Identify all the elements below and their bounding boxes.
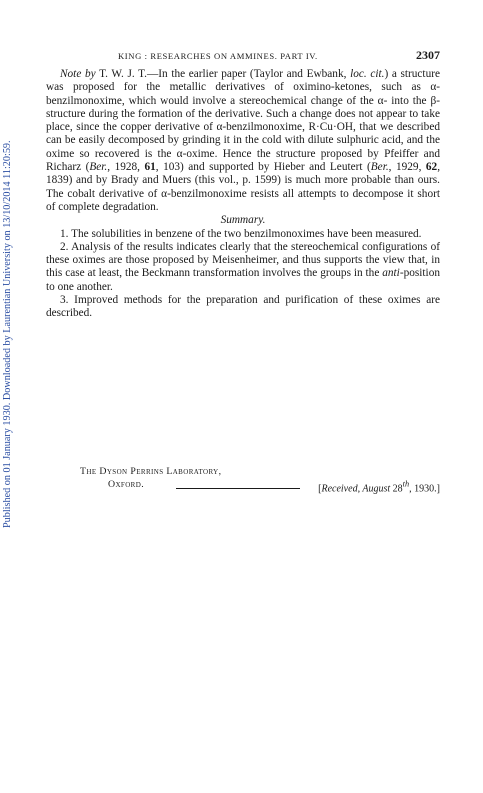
ref-ber-2: Ber. xyxy=(370,161,389,174)
page-header xyxy=(46,49,440,63)
note-lead: Note by xyxy=(60,68,96,80)
end-rule xyxy=(176,488,300,489)
ref-volume-1: 61 xyxy=(144,161,156,174)
note-text-1: ) a structure was proposed for the metallic derivatives of oximino-ketones, such as α-benzilmonoxime, which would involve a stereochemical change of the α- into the β-structure during the formation of the derivative. Such a change does not appear to take place, since the copper derivative of α-benzilmonoxime, R·Cu·OH, that we described can be easily decomposed by grinding it in the cold with dilute sulphuric acid, and the oxime so recovered is the α-oxime. Hence the structure proposed by Pfeiffer and Richarz ( xyxy=(46,68,440,174)
note-author: T. W. J. T.—In the earlier paper (Taylor and Ewbank, xyxy=(95,68,351,80)
note-text-3: , 103) and supported by Hieber and Leutert ( xyxy=(155,161,371,174)
ref-ber-1: Ber. xyxy=(89,161,108,174)
summary-heading: Summary. xyxy=(220,214,266,227)
received-date: [Received, August 28th, 1930.] xyxy=(318,480,440,495)
summary-item-1: 1. The solubilities in benzene of the two benzilmonoximes have been measured. xyxy=(60,227,422,240)
note-text-2: , 1928, xyxy=(107,161,145,174)
summary-item-2-text-b: -position to one another. xyxy=(46,267,440,293)
watermark-text: Published on 01 January 1930. Downloaded by Laurentian University on 13/10/2014 11:20:59. xyxy=(2,140,13,528)
ref-volume-2: 62 xyxy=(425,161,438,174)
received-ordinal: th xyxy=(402,480,410,489)
download-watermark xyxy=(2,68,16,528)
received-label: Received, August xyxy=(321,483,391,495)
note-text-5: , 1839) and by Brady and Muers (this vol., p. 1599) is much more probable than ours. The cobalt derivative of α-benzilmonoxime resists all attempts to decompose it short of complete degradation. xyxy=(46,161,441,213)
laboratory-name: The Dyson Perrins Laboratory, xyxy=(80,466,222,477)
article-body xyxy=(46,68,440,321)
anti-term: anti xyxy=(382,267,400,280)
summary-item-3: 3. Improved methods for the preparation and purification of these oximes are described. xyxy=(46,294,440,320)
summary-item-2 xyxy=(46,241,440,294)
note-paragraph xyxy=(46,68,440,214)
running-title: KING : RESEARCHES ON AMMINES. PART IV. xyxy=(118,51,318,61)
note-text-4: , 1929, xyxy=(388,161,426,174)
laboratory-city: Oxford. xyxy=(108,479,145,490)
summary-item-2-text-a: 2. Analysis of the results indicates clearly that the stereochemical configurations of these oximes are those proposed by Meisenheimer, and thus supports the view that, in this case at least, the Beckmann transformation involves the groups in the xyxy=(46,240,440,280)
loc-cit: loc. cit. xyxy=(350,68,385,80)
page-number: 2307 xyxy=(416,48,440,62)
